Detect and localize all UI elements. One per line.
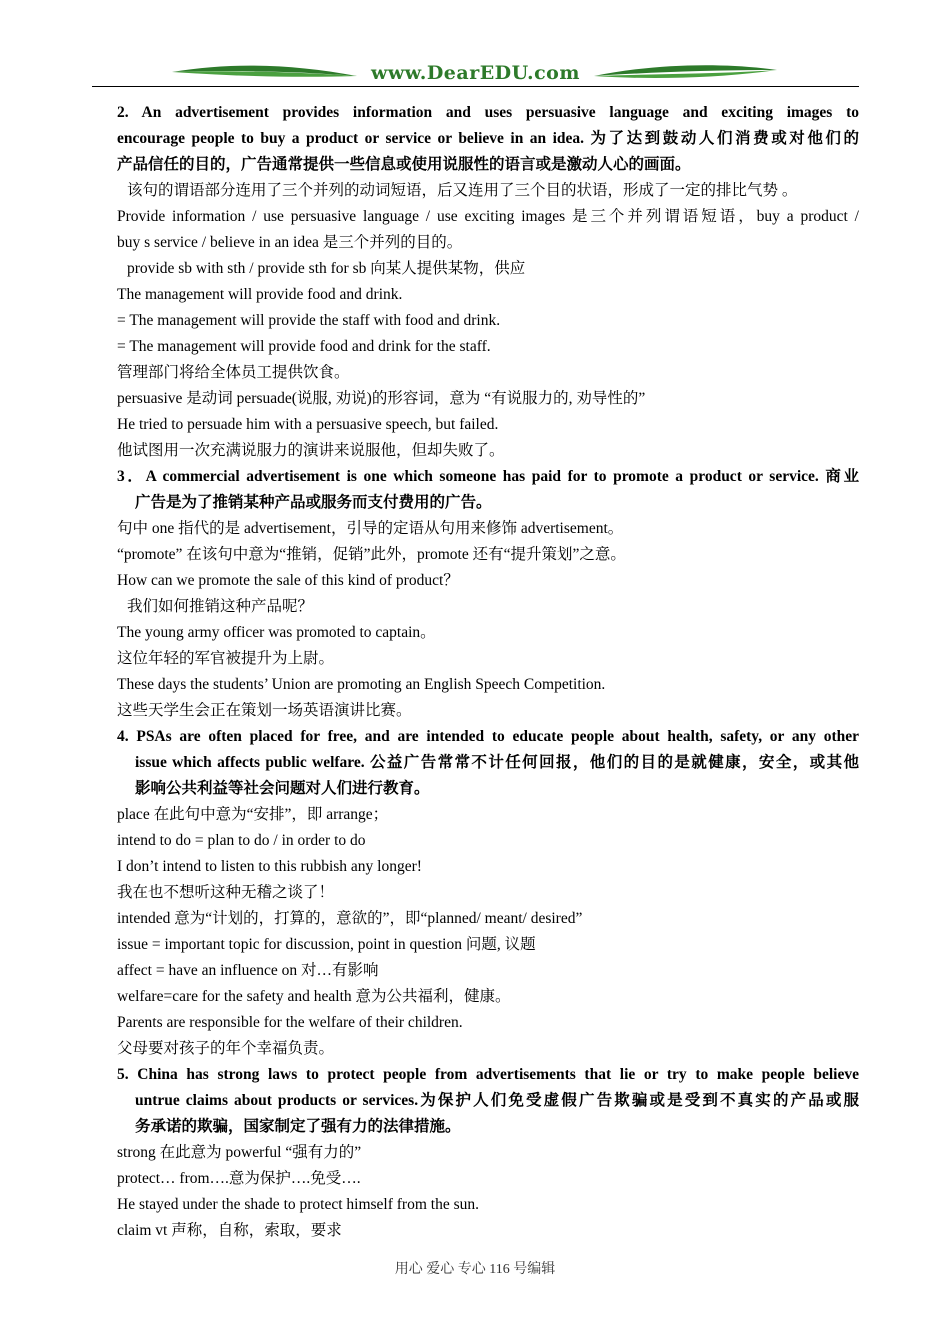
text-line: 这位年轻的军官被提升为上尉。: [117, 650, 335, 667]
key-sentence-line: encourage people to buy a product or service or believe in an idea. 为了达到鼓动人们消费或对他们的: [117, 130, 859, 147]
text-line: Provide information / use persuasive language / use exciting images 是三个并列谓语短语，buy a product /: [117, 208, 859, 225]
key-sentence-line: untrue claims about products or services.为保护人们免受虚假广告欺骗或是受到不真实的产品或服: [135, 1092, 859, 1109]
text-line: I don’t intend to listen to this rubbish any longer!: [117, 858, 422, 875]
text-line: = The management will provide the staff with food and drink.: [117, 312, 501, 329]
text-line: = The management will provide food and drink for the staff.: [117, 338, 491, 355]
text-line: provide sb with sth / provide sth for sb 向某人提供某物，供应: [127, 260, 526, 277]
text-line: 我在也不想听这种无稽之谈了！: [117, 884, 335, 901]
text-line: affect = have an influence on 对…有影响: [117, 962, 379, 979]
key-sentence-line: issue which affects public welfare. 公益广告常常不计任何回报，他们的目的是就健康，安全，或其他: [135, 754, 859, 771]
key-sentence-line: 务承诺的欺骗，国家制定了强有力的法律措施。: [135, 1118, 461, 1135]
text-line: Parents are responsible for the welfare of their children.: [117, 1014, 463, 1031]
text-line: He stayed under the shade to protect himself from the sun.: [117, 1196, 479, 1213]
text-line: intend to do = plan to do / in order to do: [117, 832, 366, 849]
text-line: welfare=care for the safety and health 意为公共福利，健康。: [117, 988, 511, 1005]
key-sentence-line: 2. An advertisement provides information and uses persuasive language and exciting images to: [117, 104, 859, 121]
site-logo-text[interactable]: www.DearEDU.com: [371, 62, 580, 84]
text-line: 管理部门将给全体员工提供饮食。: [117, 364, 350, 381]
key-sentence-line: 广告是为了推销某种产品或服务而支付费用的广告。: [135, 494, 492, 511]
text-line: He tried to persuade him with a persuasive speech, but failed.: [117, 416, 499, 433]
text-line: issue = important topic for discussion, point in question 问题, 议题: [117, 936, 536, 953]
text-line: 他试图用一次充满说服力的演讲来说服他，但却失败了。: [117, 442, 505, 459]
key-sentence-line: 3．A commercial advertisement is one which someone has paid for to promote a product or service. 商业: [117, 468, 859, 485]
text-line: 这些天学生会正在策划一场英语演讲比赛。: [117, 702, 412, 719]
key-sentence-line: 产品信任的目的，广告通常提供一些信息或使用说服性的语言或是激动人心的画面。: [117, 156, 691, 173]
text-line: The young army officer was promoted to captain。: [117, 624, 436, 641]
text-line: 我们如何推销这种产品呢？: [127, 598, 314, 615]
document-body: [117, 100, 859, 1244]
text-line: buy s service / believe in an idea 是三个并列的目的。: [117, 234, 463, 251]
site-header: [92, 58, 859, 90]
text-line: protect… from….意为保护….免受….: [117, 1170, 361, 1187]
text-line: 该句的谓语部分连用了三个并列的动词短语，后又连用了三个目的状语，形成了一定的排比气势 。: [127, 182, 798, 199]
text-line: 句中 one 指代的是 advertisement，引导的定语从句用来修饰 advertisement。: [117, 520, 624, 537]
text-line: These days the students’ Union are promoting an English Speech Competition.: [117, 676, 606, 693]
header-divider: [92, 86, 859, 87]
key-sentence-line: 5. China has strong laws to protect people from advertisements that lie or try to make people believe: [117, 1066, 859, 1083]
text-line: 父母要对孩子的年个幸福负责。: [117, 1040, 335, 1057]
text-line: The management will provide food and drink.: [117, 286, 403, 303]
text-line: strong 在此意为 powerful “强有力的”: [117, 1144, 362, 1161]
text-line: place 在此句中意为“安排”，即 arrange；: [117, 806, 389, 823]
text-line: How can we promote the sale of this kind of product？: [117, 572, 459, 589]
text-line: persuasive 是动词 persuade(说服, 劝说)的形容词，意为 “有说服力的, 劝导性的”: [117, 390, 646, 407]
page-footer: 用心 爱心 专心 116 号编辑: [394, 1262, 556, 1277]
key-sentence-line: 4. PSAs are often placed for free, and are intended to educate people about health, safety, or any other: [117, 728, 859, 745]
text-line: claim vt 声称，自称，索取，要求: [117, 1222, 342, 1239]
key-sentence-line: 影响公共利益等社会问题对人们进行教育。: [135, 780, 430, 797]
text-line: “promote” 在该句中意为“推销，促销”此外，promote 还有“提升策划”之意。: [117, 546, 626, 563]
text-line: intended 意为“计划的，打算的，意欲的”，即“planned/ meant/ desired”: [117, 910, 583, 927]
